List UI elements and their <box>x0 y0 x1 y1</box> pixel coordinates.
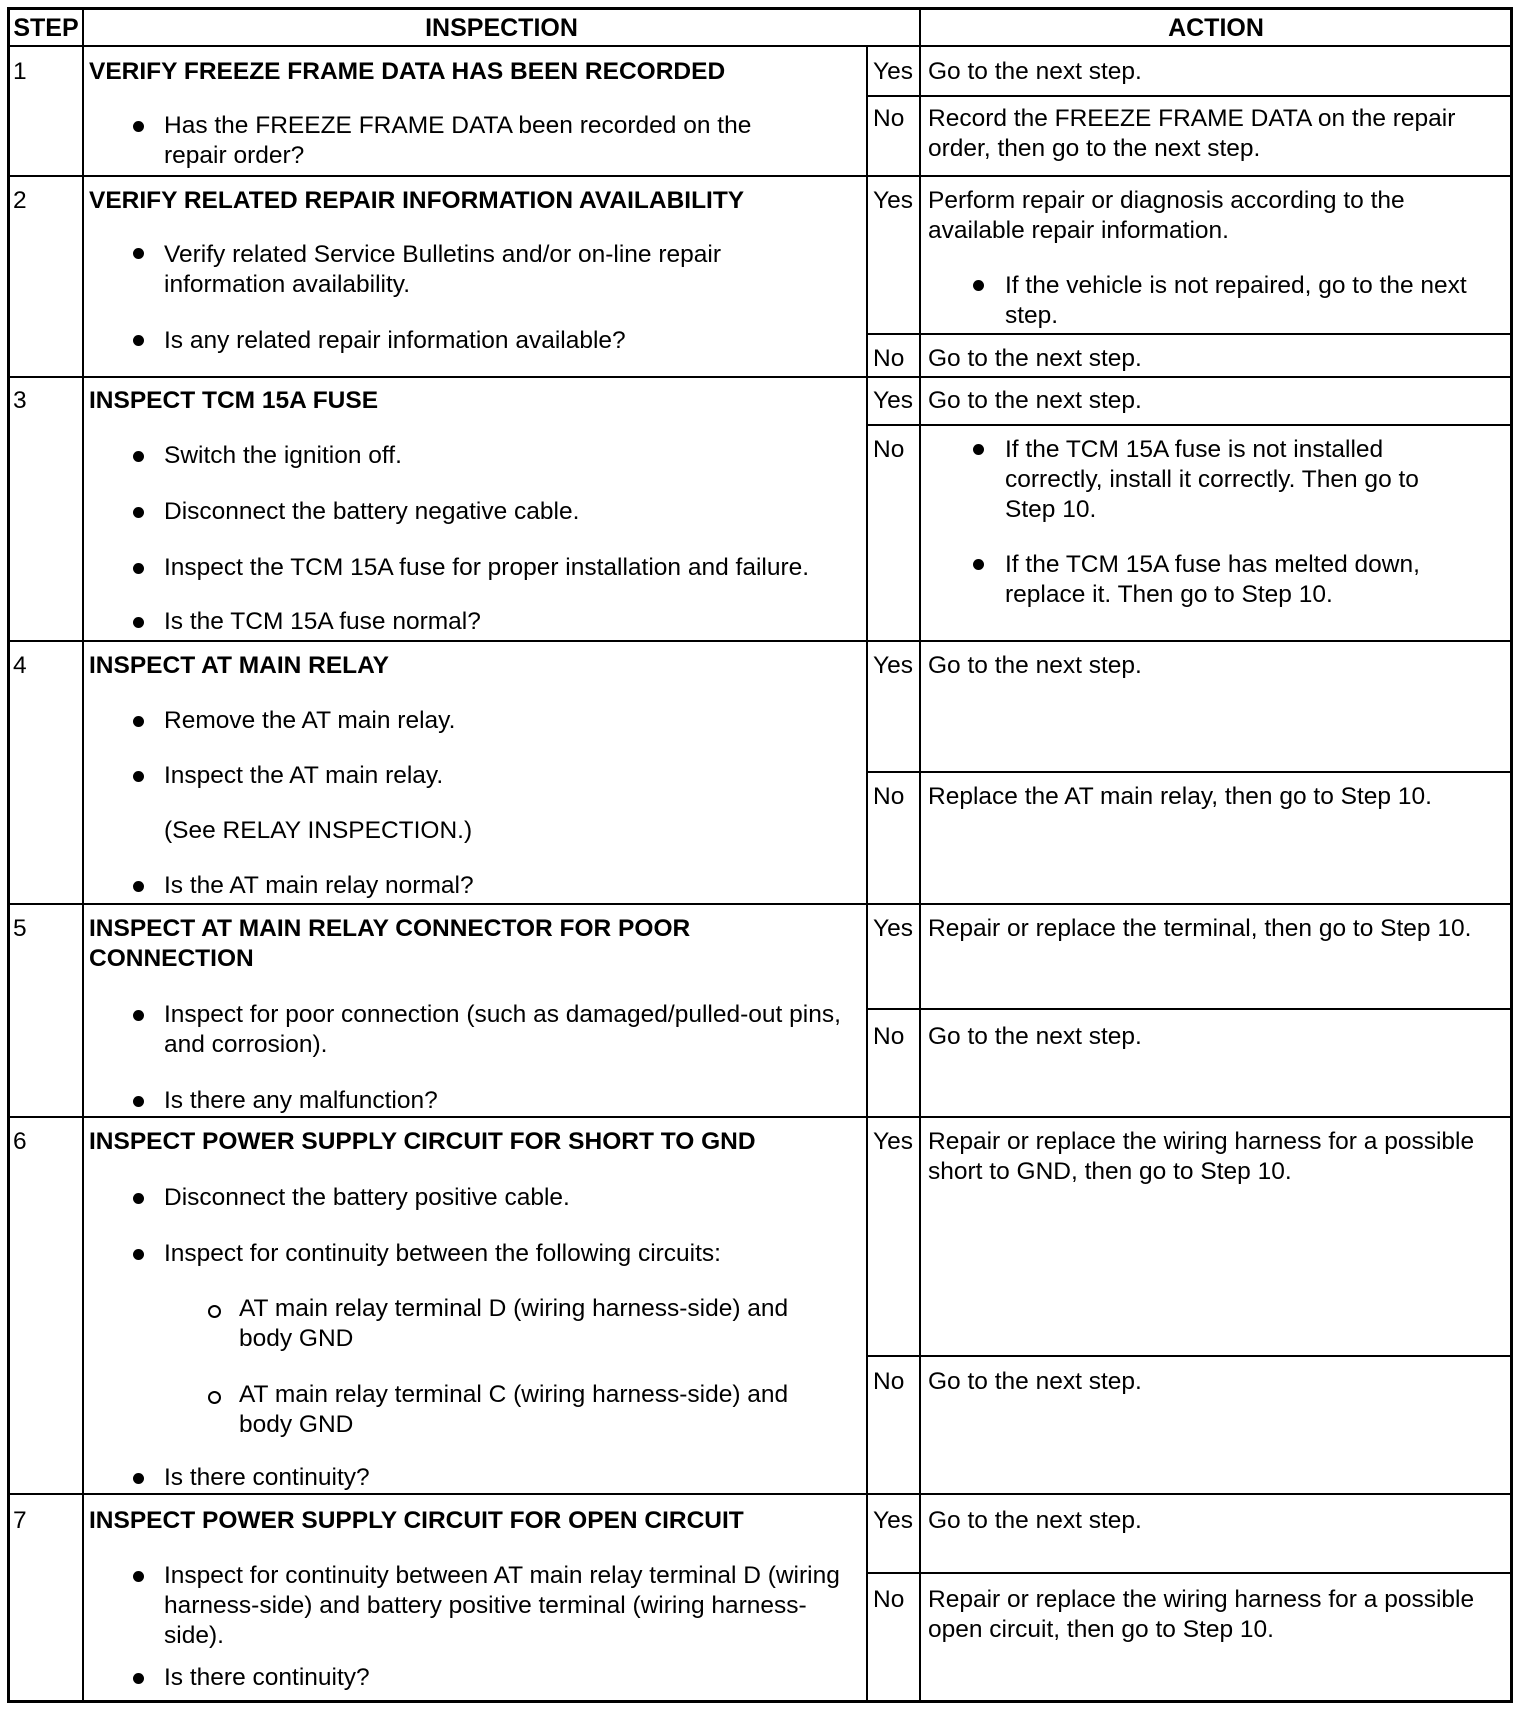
no-action: Record the FREEZE FRAME DATA on the repair order, then go to the next step. <box>928 105 1456 162</box>
bullet-icon <box>133 617 144 628</box>
no-label: No <box>873 345 905 372</box>
step-number: 6 <box>13 1128 27 1155</box>
grid-line <box>7 376 1513 378</box>
step-number: 1 <box>13 58 27 85</box>
step-title: VERIFY FREEZE FRAME DATA HAS BEEN RECORDED <box>89 58 726 85</box>
yes-action: Go to the next step. <box>928 652 1142 679</box>
grid-line <box>7 903 1513 905</box>
header-step: STEP <box>13 14 79 42</box>
circle-bullet-icon <box>208 1305 221 1318</box>
bullet-icon <box>133 1571 144 1582</box>
grid-line <box>866 771 1513 773</box>
inspection-item: Is the TCM 15A fuse normal? <box>164 608 481 635</box>
inspection-item: Verify related Service Bulletins and/or on-line repair information availability. <box>164 241 721 298</box>
yes-action: Perform repair or diagnosis according to the available repair information. <box>928 187 1405 244</box>
yes-label: Yes <box>873 1507 913 1534</box>
no-label: No <box>873 436 905 463</box>
no-label: No <box>873 1586 905 1613</box>
bullet-icon <box>133 1249 144 1260</box>
step-title: VERIFY RELATED REPAIR INFORMATION AVAILABILITY <box>89 187 745 214</box>
grid-line <box>866 95 1513 97</box>
inspection-item: Disconnect the battery positive cable. <box>164 1184 570 1211</box>
yes-action-bullet: If the vehicle is not repaired, go to the next step. <box>1005 272 1467 329</box>
inspection-item: Is the AT main relay normal? <box>164 872 474 899</box>
bullet-icon <box>133 716 144 727</box>
step-number: 3 <box>13 387 27 414</box>
grid-line <box>7 1493 1513 1495</box>
grid-line <box>7 175 1513 177</box>
inspection-item: Switch the ignition off. <box>164 442 402 469</box>
no-action: Go to the next step. <box>928 1023 1142 1050</box>
step-number: 7 <box>13 1507 27 1534</box>
inspection-item: Is there continuity? <box>164 1664 370 1691</box>
inspection-item: Inspect the AT main relay. <box>164 762 444 789</box>
bullet-icon <box>133 881 144 892</box>
grid-line <box>7 45 1513 47</box>
yes-action: Repair or replace the wiring harness for a possible short to GND, then go to Step 10. <box>928 1128 1475 1185</box>
step-title: INSPECT AT MAIN RELAY <box>89 652 389 679</box>
grid-line <box>866 1572 1513 1574</box>
inspection-item: Inspect for continuity between the following circuits: <box>164 1240 721 1267</box>
bullet-icon <box>133 335 144 346</box>
inspection-item: Has the FREEZE FRAME DATA been recorded on the repair order? <box>164 112 752 169</box>
inspection-item: Is any related repair information available? <box>164 327 626 354</box>
no-action: Go to the next step. <box>928 1368 1142 1395</box>
inspection-item: Inspect for continuity between AT main relay terminal D (wiring harness-side) and battery positive terminal (wiring harness-side). <box>164 1562 840 1649</box>
grid-line <box>866 1008 1513 1010</box>
yes-label: Yes <box>873 1128 913 1155</box>
step-number: 4 <box>13 652 27 679</box>
grid-line <box>82 7 84 1703</box>
inspection-item: Is there any malfunction? <box>164 1087 438 1114</box>
bullet-icon <box>133 1193 144 1204</box>
circle-bullet-icon <box>208 1391 221 1404</box>
bullet-icon <box>973 559 984 570</box>
no-label: No <box>873 783 905 810</box>
inspection-item: Disconnect the battery negative cable. <box>164 498 580 525</box>
header-action: ACTION <box>1168 14 1264 42</box>
yes-action: Repair or replace the terminal, then go to Step 10. <box>928 915 1472 942</box>
yes-action: Go to the next step. <box>928 1507 1142 1534</box>
inspection-item: Remove the AT main relay. <box>164 707 456 734</box>
step-title: INSPECT POWER SUPPLY CIRCUIT FOR OPEN CIRCUIT <box>89 1507 744 1534</box>
header-inspection: INSPECTION <box>425 14 578 42</box>
bullet-icon <box>133 121 144 132</box>
yes-action: Go to the next step. <box>928 58 1142 85</box>
yes-label: Yes <box>873 652 913 679</box>
bullet-icon <box>133 248 144 259</box>
no-label: No <box>873 1368 905 1395</box>
bullet-icon <box>133 1673 144 1684</box>
bullet-icon <box>133 1473 144 1484</box>
step-number: 5 <box>13 915 27 942</box>
bullet-icon <box>133 507 144 518</box>
inspection-item: Inspect the TCM 15A fuse for proper installation and failure. <box>164 554 810 581</box>
yes-label: Yes <box>873 58 913 85</box>
bullet-icon <box>973 280 984 291</box>
no-action: Go to the next step. <box>928 345 1142 372</box>
inspection-subitem: AT main relay terminal D (wiring harness-side) and body GND <box>239 1295 789 1352</box>
step-title: INSPECT TCM 15A FUSE <box>89 387 379 414</box>
bullet-icon <box>133 1010 144 1021</box>
inspection-item: Is there continuity? <box>164 1464 370 1491</box>
bullet-icon <box>133 563 144 574</box>
inspection-subitem: AT main relay terminal C (wiring harness-side) and body GND <box>239 1381 789 1438</box>
step-title: INSPECT AT MAIN RELAY CONNECTOR FOR POOR CONNECTION <box>89 915 691 972</box>
grid-line <box>7 640 1513 642</box>
inspection-note: (See RELAY INSPECTION.) <box>164 817 473 844</box>
no-action: Replace the AT main relay, then go to Step 10. <box>928 783 1432 810</box>
no-action-bullet: If the TCM 15A fuse is not installed correctly, install it correctly. Then go to Step 10. <box>1005 436 1419 523</box>
yes-label: Yes <box>873 187 913 214</box>
yes-label: Yes <box>873 915 913 942</box>
bullet-icon <box>133 1096 144 1107</box>
bullet-icon <box>133 451 144 462</box>
bullet-icon <box>973 444 984 455</box>
step-title: INSPECT POWER SUPPLY CIRCUIT FOR SHORT TO GND <box>89 1128 756 1155</box>
yes-label: Yes <box>873 387 913 414</box>
yes-action: Go to the next step. <box>928 387 1142 414</box>
grid-line <box>866 1355 1513 1357</box>
grid-line <box>7 1116 1513 1118</box>
no-label: No <box>873 1023 905 1050</box>
no-action: Repair or replace the wiring harness for a possible open circuit, then go to Step 10. <box>928 1586 1475 1643</box>
grid-line <box>866 46 868 1703</box>
grid-line <box>919 7 921 1703</box>
grid-line <box>866 424 1513 426</box>
inspection-item: Inspect for poor connection (such as damaged/pulled-out pins, and corrosion). <box>164 1001 841 1058</box>
no-label: No <box>873 105 905 132</box>
no-action-bullet: If the TCM 15A fuse has melted down, replace it. Then go to Step 10. <box>1005 551 1420 608</box>
bullet-icon <box>133 771 144 782</box>
grid-line <box>866 333 1513 335</box>
step-number: 2 <box>13 187 27 214</box>
